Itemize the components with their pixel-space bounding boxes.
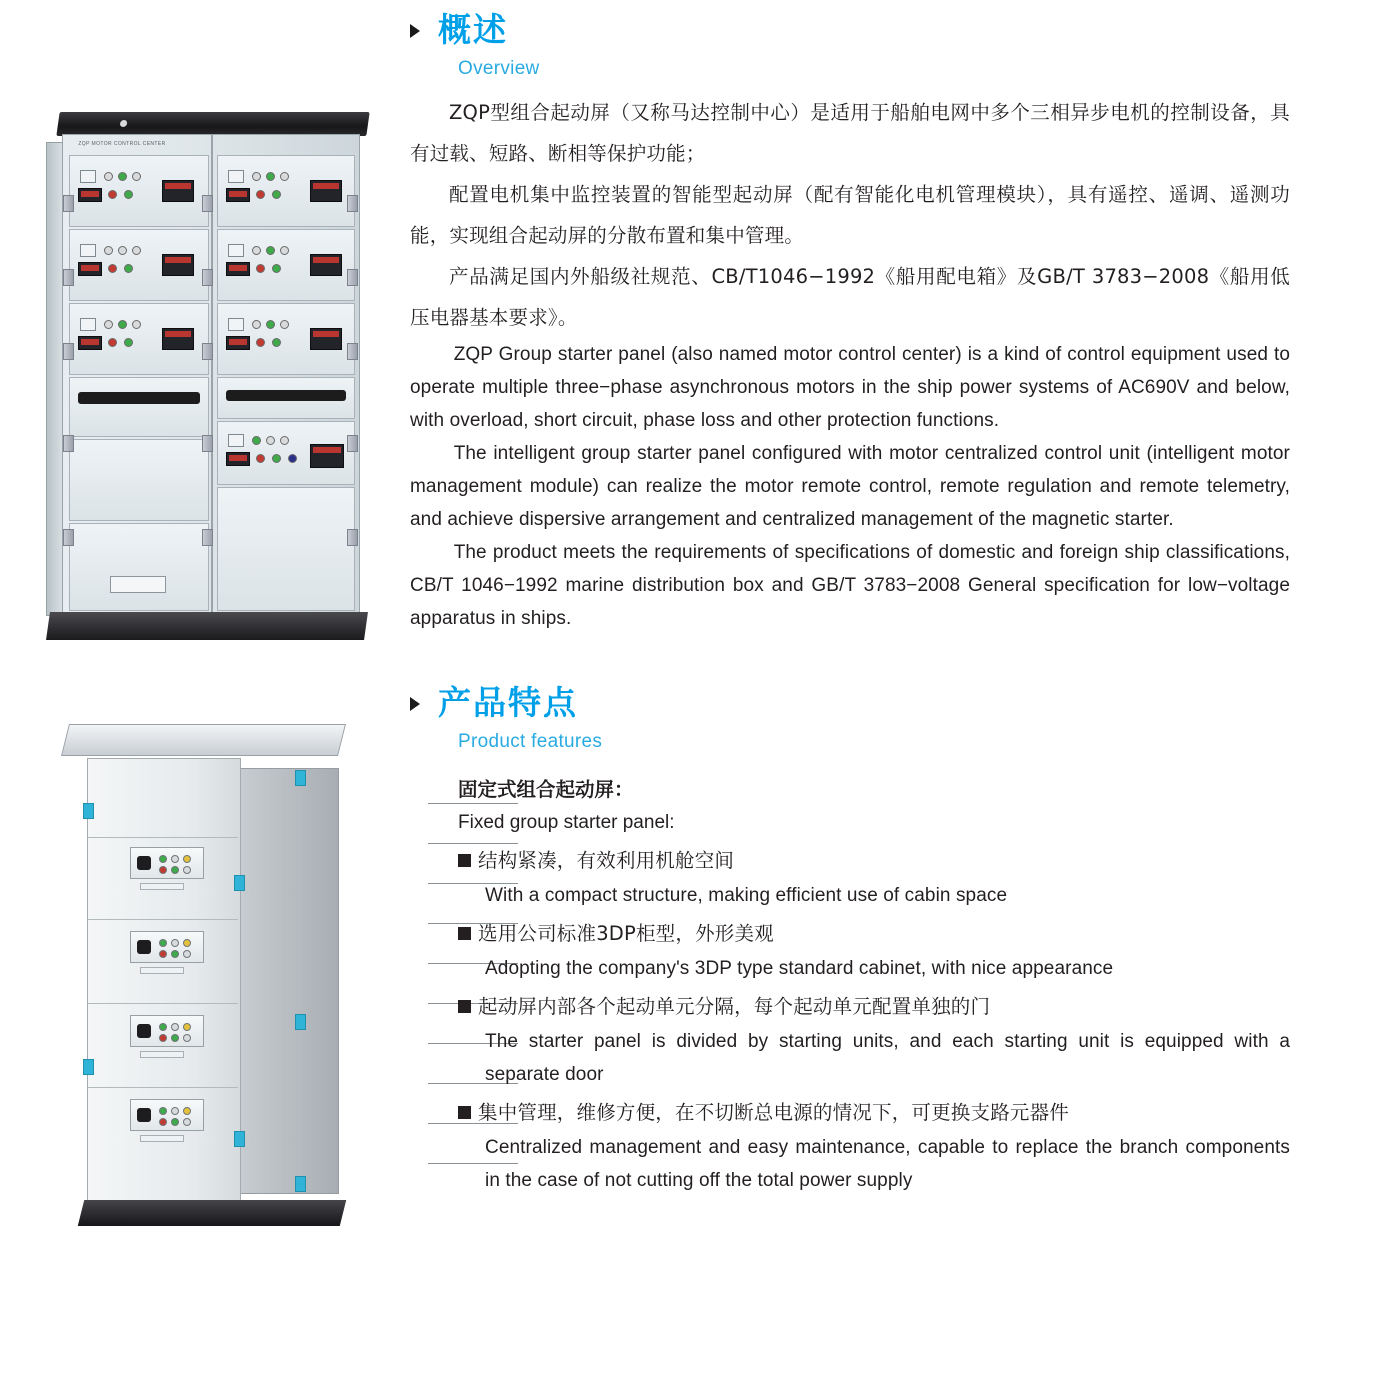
door-latch [202,529,213,546]
door-latch [347,269,358,286]
feature-text-cn: 集中管理，维修方便，在不切断总电源的情况下，可更换支路元器件 [478,1101,1070,1124]
unit-indicator [280,172,289,181]
feature-text-en: The starter panel is divided by starting units, and each starting unit is equipped with a separate door [485,1031,1290,1085]
module-led [159,939,167,947]
unit-meter [226,336,250,350]
unit-display [162,254,194,276]
starter-unit [217,303,355,375]
module-led [159,1118,167,1126]
unit-stop-button [108,338,117,347]
module-led [159,1034,167,1042]
module-led [183,939,191,947]
cabinet-roof [61,724,346,756]
drawer-handle [78,392,200,404]
module-led [171,866,179,874]
door-strip [140,967,184,974]
section-overview [410,8,1290,635]
content-column [410,0,1290,1379]
feature-item [458,843,1290,912]
cabinet-side-panel [239,768,339,1194]
unit-start-button [124,264,133,273]
unit-indicator [266,436,275,445]
square-bullet-icon [458,1000,471,1013]
door-latch [63,343,74,360]
unit-window [228,318,244,331]
module-led [171,1107,179,1115]
feature-item [458,1095,1290,1197]
feature-item [458,916,1290,985]
unit-selector-knob [288,454,297,463]
feature-text-en: Centralized management and easy maintenance, capable to replace the branch components in the case of not cutting off the total power supply [485,1137,1290,1191]
unit-indicator [104,172,113,181]
unit-stop-button [108,190,117,199]
overview-heading [410,8,1290,52]
square-bullet-icon [458,854,471,867]
module-led [171,855,179,863]
door-hinge-tab [234,1131,245,1147]
door-hinge-tab [234,875,245,891]
drawer-unit [69,377,209,437]
features-list [458,773,1290,1197]
door-seam [88,1087,238,1088]
door-latch [347,343,358,360]
unit-window [228,434,244,447]
unit-display [310,180,342,202]
unit-indicator [266,172,275,181]
product-photo-front [40,112,378,640]
unit-indicator [280,246,289,255]
door-latch [63,529,74,546]
feature-text-en: With a compact structure, making efficient use of cabin space [485,885,1008,906]
module-led [183,1118,191,1126]
overview-paragraph-cn: 配置电机集中监控装置的智能型起动屏（配有智能化电机管理模块），具有遥控、遥调、遥测功能，实现组合起动屏的分散布置和集中管理。 [410,183,1290,247]
unit-meter [226,452,250,466]
unit-indicator [132,172,141,181]
module-led [171,950,179,958]
unit-start-button [272,190,281,199]
section-product-features [410,681,1290,1197]
module-led [183,1107,191,1115]
unit-indicator [104,320,113,329]
starter-module [130,1099,204,1131]
door-latch [202,269,213,286]
overview-body [410,92,1290,635]
door-latch [63,435,74,452]
unit-window [80,170,96,183]
door-latch [63,269,74,286]
unit-indicator [252,320,261,329]
starter-unit [217,229,355,301]
feature-text-cn: 起动屏内部各个起动单元分隔，每个起动单元配置单独的门 [478,995,991,1018]
unit-indicator [266,246,275,255]
feature-item [458,989,1290,1091]
unit-start-button [272,454,281,463]
overview-paragraph-cn: 产品满足国内外船级社规范、CB/T1046−1992《船用配电箱》及GB/T 3783−2008《船用低压电器基本要求》。 [410,265,1290,329]
feature-text-cn: 选用公司标准3DP柜型，外形美观 [478,922,774,945]
module-led [171,939,179,947]
blank-panel [69,439,209,521]
unit-window [80,318,96,331]
unit-window [80,244,96,257]
starter-unit [69,155,209,227]
door-latch [202,195,213,212]
unit-stop-button [256,190,265,199]
door-latch [347,529,358,546]
module-led [171,1023,179,1031]
module-knob [137,856,151,870]
triangle-bullet-icon [410,697,420,711]
unit-meter [226,262,250,276]
cabinet-front-face [62,134,360,616]
unit-stop-button [256,454,265,463]
module-led [171,1118,179,1126]
door-latch [347,435,358,452]
square-bullet-icon [458,927,471,940]
door-latch [347,195,358,212]
unit-indicator [252,246,261,255]
unit-start-button [272,264,281,273]
door-latch [202,343,213,360]
overview-title-cn: 概述 [438,10,508,49]
module-led [183,866,191,874]
door-strip [140,883,184,890]
door-hinge-tab [83,1059,94,1075]
unit-indicator [252,436,261,445]
module-led [183,855,191,863]
features-title-en: Product features [458,731,603,752]
door-latch [63,195,74,212]
module-led [183,950,191,958]
unit-display [310,254,342,276]
feature-text-en: Adopting the company's 3DP type standard cabinet, with nice appearance [485,958,1114,979]
unit-stop-button [256,264,265,273]
overview-title-en: Overview [458,58,540,79]
unit-indicator [266,320,275,329]
cabinet-nameplate-text: ZQP MOTOR CONTROL CENTER [78,141,166,147]
unit-indicator [280,320,289,329]
cabinet-door-column [87,758,241,1204]
unit-stop-button [256,338,265,347]
unit-start-button [272,338,281,347]
cabinet-id-plate [110,576,166,593]
door-seam [88,919,238,920]
unit-meter [78,188,102,202]
features-subtitle-cn: 固定式组合起动屏： [458,778,634,801]
module-led [159,866,167,874]
unit-display [162,328,194,350]
unit-meter [78,262,102,276]
cabinet-plinth [78,1200,346,1226]
module-led [159,950,167,958]
unit-start-button [124,338,133,347]
side-hinge-tab [295,770,306,786]
overview-paragraph-en: The product meets the requirements of specifications of domestic and foreign ship classifications, CB/T 1046−1992 marine distribution box and GB/T 3783−2008 General specification for low−voltage apparatus in ships. [410,542,1290,629]
cabinet-plinth [46,612,368,640]
door-latch [202,435,213,452]
side-hinge-tab [295,1014,306,1030]
drawer-handle [226,390,346,401]
unit-start-button [124,190,133,199]
unit-indicator [132,320,141,329]
blank-panel [69,523,209,611]
starter-module [130,847,204,879]
overview-paragraph-cn: ZQP型组合起动屏（又称马达控制中心）是适用于船舶电网中多个三相异步电机的控制设备，具有过载、短路、断相等保护功能； [410,101,1290,165]
side-hinge-tab [295,1176,306,1192]
module-led [159,1107,167,1115]
unit-window [228,244,244,257]
unit-indicator [118,320,127,329]
features-title-cn: 产品特点 [438,683,578,722]
module-knob [137,1108,151,1122]
starter-unit [69,229,209,301]
unit-indicator [118,246,127,255]
module-led [183,1034,191,1042]
features-subtitle-en: Fixed group starter panel: [458,812,675,833]
module-knob [137,1024,151,1038]
cabinet-top-screw [120,120,128,127]
unit-indicator [132,246,141,255]
unit-meter [78,336,102,350]
module-led [159,1023,167,1031]
door-seam [88,837,238,838]
unit-indicator [252,172,261,181]
door-hinge-tab [83,803,94,819]
unit-display [310,444,344,468]
square-bullet-icon [458,1106,471,1119]
unit-window [228,170,244,183]
starter-module [130,931,204,963]
module-led [171,1034,179,1042]
module-led [183,1023,191,1031]
module-led [159,855,167,863]
overview-paragraph-en: The intelligent group starter panel configured with motor centralized control unit (intelligent motor management module) can realize the motor remote control, remote regulation and remote telemetry, and achieve dispersive arrangement and centralized management of the magnetic starter. [410,443,1290,530]
triangle-bullet-icon [410,24,420,38]
unit-display [310,328,342,350]
unit-indicator [118,172,127,181]
starter-unit [217,155,355,227]
product-photo-angled [55,724,375,1244]
control-unit [217,421,355,485]
image-column [0,0,400,1379]
unit-indicator [104,246,113,255]
starter-unit [69,303,209,375]
door-strip [140,1135,184,1142]
unit-indicator [280,436,289,445]
door-seam [88,1003,238,1004]
unit-stop-button [108,264,117,273]
door-strip [140,1051,184,1058]
unit-display [162,180,194,202]
feature-text-cn: 结构紧凑，有效利用机舱空间 [478,849,735,872]
drawer-unit [217,377,355,419]
features-heading [410,681,1290,725]
unit-meter [226,188,250,202]
module-knob [137,940,151,954]
blank-panel [217,487,355,611]
starter-module [130,1015,204,1047]
cabinet-top-cover [56,112,369,136]
overview-paragraph-en: ZQP Group starter panel (also named motor control center) is a kind of control equipment used to operate multiple three−phase asynchronous motors in the ship power systems of AC690V and below, with overload, short circuit, phase loss and other protection functions. [410,344,1290,431]
